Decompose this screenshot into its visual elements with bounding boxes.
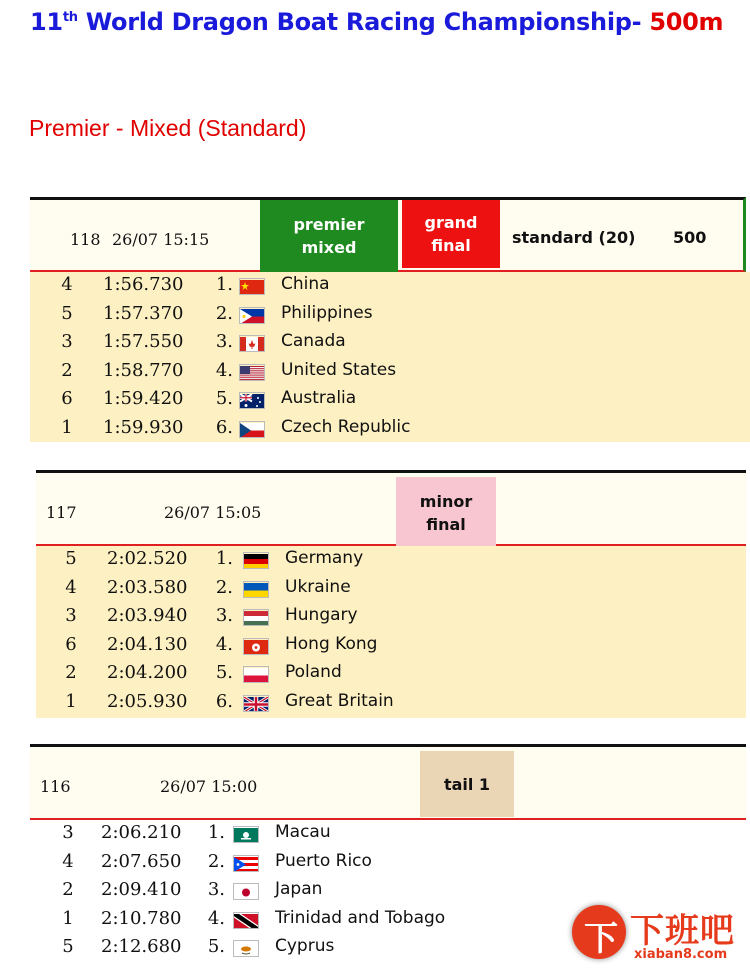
country-flag-icon bbox=[239, 392, 265, 409]
finish-time: 2:04.130 bbox=[107, 633, 188, 655]
race-number: 116 bbox=[40, 777, 71, 796]
finish-time: 2:05.930 bbox=[107, 691, 188, 712]
race-tag: premier mixed bbox=[260, 200, 398, 272]
results-table bbox=[36, 546, 746, 718]
country-flag-icon bbox=[233, 855, 259, 872]
country-flag-icon bbox=[233, 912, 259, 929]
lane-number: 5 bbox=[61, 302, 73, 324]
page-title: 11th World Dragon Boat Racing Championship- 500m bbox=[30, 8, 724, 36]
lane-number: 2 bbox=[61, 359, 73, 381]
lane-number: 5 bbox=[62, 936, 74, 958]
finish-rank: 2. bbox=[215, 302, 233, 324]
finish-time: 1:57.550 bbox=[103, 331, 184, 353]
country-flag-icon bbox=[239, 307, 265, 324]
lane-number: 6 bbox=[61, 388, 73, 410]
finish-time: 2:07.650 bbox=[101, 850, 182, 872]
finish-time: 2:03.580 bbox=[107, 576, 188, 598]
finish-time: 1:58.770 bbox=[103, 359, 184, 381]
race-header bbox=[36, 470, 746, 546]
result-row bbox=[30, 822, 746, 850]
finish-rank: 1. bbox=[215, 548, 233, 569]
finish-time: 1:59.420 bbox=[103, 388, 184, 410]
race-datetime: 26/07 15:05 bbox=[164, 503, 262, 522]
result-row bbox=[30, 274, 750, 302]
boat-class: standard (20) bbox=[512, 228, 636, 247]
finish-time: 2:09.410 bbox=[101, 879, 182, 901]
country-flag-icon bbox=[239, 421, 265, 438]
finish-rank: 5. bbox=[207, 936, 225, 958]
finish-time: 2:12.680 bbox=[101, 936, 182, 958]
lane-number: 3 bbox=[61, 331, 73, 353]
country-name: Czech Republic bbox=[281, 417, 411, 437]
country-name: Cyprus bbox=[275, 936, 335, 957]
results-table bbox=[30, 272, 750, 442]
result-row bbox=[30, 360, 750, 388]
lane-number: 5 bbox=[65, 548, 77, 569]
country-name: Canada bbox=[281, 331, 346, 352]
finish-rank: 1. bbox=[215, 274, 233, 295]
country-flag-icon bbox=[233, 883, 259, 900]
race-number: 118 bbox=[70, 230, 101, 249]
result-row bbox=[36, 548, 746, 576]
lane-number: 3 bbox=[65, 605, 77, 627]
result-row bbox=[36, 634, 746, 662]
country-flag-icon bbox=[243, 666, 269, 683]
country-name: Trinidad and Tobago bbox=[275, 907, 446, 928]
race-header bbox=[30, 197, 746, 272]
lane-number: 2 bbox=[65, 662, 77, 684]
country-name: Australia bbox=[281, 388, 357, 409]
finish-time: 1:56.730 bbox=[103, 274, 184, 295]
finish-rank: 4. bbox=[207, 907, 225, 929]
country-flag-icon bbox=[243, 638, 269, 655]
lane-number: 6 bbox=[65, 633, 77, 655]
watermark-logo: 下 下班吧 xiaban8.com bbox=[572, 905, 742, 967]
result-row bbox=[30, 388, 750, 416]
lane-number: 1 bbox=[65, 691, 77, 712]
country-name: China bbox=[281, 274, 330, 294]
finish-rank: 6. bbox=[215, 417, 233, 438]
finish-rank: 5. bbox=[215, 662, 233, 684]
race-tag: tail 1 bbox=[420, 751, 514, 817]
country-name: Japan bbox=[275, 879, 323, 900]
lane-number: 4 bbox=[62, 850, 74, 872]
lane-number: 4 bbox=[61, 274, 73, 295]
finish-time: 2:10.780 bbox=[101, 907, 182, 929]
finish-time: 2:06.210 bbox=[101, 822, 182, 843]
lane-number: 2 bbox=[62, 879, 74, 901]
country-name: Germany bbox=[285, 548, 364, 568]
country-name: United States bbox=[281, 359, 397, 380]
country-flag-icon bbox=[239, 335, 265, 352]
country-name: Philippines bbox=[281, 302, 373, 323]
country-name: Macau bbox=[275, 822, 331, 842]
result-row bbox=[36, 662, 746, 690]
logo-icon: 下 bbox=[572, 905, 626, 959]
country-flag-icon bbox=[239, 278, 265, 295]
race-header bbox=[30, 744, 746, 820]
lane-number: 1 bbox=[61, 417, 73, 438]
finish-rank: 3. bbox=[215, 331, 233, 353]
lane-number: 1 bbox=[62, 907, 74, 929]
finish-rank: 3. bbox=[215, 605, 233, 627]
race-datetime: 26/07 15:00 bbox=[160, 777, 258, 796]
lane-number: 4 bbox=[65, 576, 77, 598]
country-name: Puerto Rico bbox=[275, 850, 372, 871]
result-row bbox=[30, 303, 750, 331]
finish-rank: 2. bbox=[207, 850, 225, 872]
country-name: Poland bbox=[285, 662, 342, 683]
finish-time: 1:59.930 bbox=[103, 417, 184, 438]
lane-number: 3 bbox=[62, 822, 74, 843]
country-flag-icon bbox=[239, 364, 265, 381]
country-name: Ukraine bbox=[285, 576, 351, 597]
finish-rank: 4. bbox=[215, 633, 233, 655]
race-tag: grand final bbox=[402, 200, 500, 268]
finish-rank: 1. bbox=[207, 822, 225, 843]
country-name: Great Britain bbox=[285, 691, 394, 711]
country-flag-icon bbox=[233, 940, 259, 957]
race-distance: 500 bbox=[673, 228, 707, 247]
finish-time: 2:03.940 bbox=[107, 605, 188, 627]
result-row bbox=[36, 605, 746, 633]
race-datetime: 26/07 15:15 bbox=[112, 230, 210, 249]
result-row bbox=[30, 851, 746, 879]
finish-rank: 3. bbox=[207, 879, 225, 901]
result-row bbox=[30, 417, 750, 445]
country-name: Hungary bbox=[285, 605, 358, 626]
country-name: Hong Kong bbox=[285, 633, 378, 654]
event-subtitle: Premier - Mixed (Standard) bbox=[29, 115, 307, 141]
race-number: 117 bbox=[46, 503, 77, 522]
finish-time: 2:04.200 bbox=[107, 662, 188, 684]
country-flag-icon bbox=[243, 695, 269, 712]
result-row bbox=[36, 691, 746, 719]
result-row bbox=[36, 577, 746, 605]
country-flag-icon bbox=[233, 826, 259, 843]
country-flag-icon bbox=[243, 581, 269, 598]
country-flag-icon bbox=[243, 609, 269, 626]
finish-time: 1:57.370 bbox=[103, 302, 184, 324]
finish-rank: 4. bbox=[215, 359, 233, 381]
finish-rank: 2. bbox=[215, 576, 233, 598]
finish-rank: 6. bbox=[215, 691, 233, 712]
finish-rank: 5. bbox=[215, 388, 233, 410]
result-row bbox=[30, 331, 750, 359]
country-flag-icon bbox=[243, 552, 269, 569]
finish-time: 2:02.520 bbox=[107, 548, 188, 569]
race-tag: minor final bbox=[396, 477, 496, 549]
